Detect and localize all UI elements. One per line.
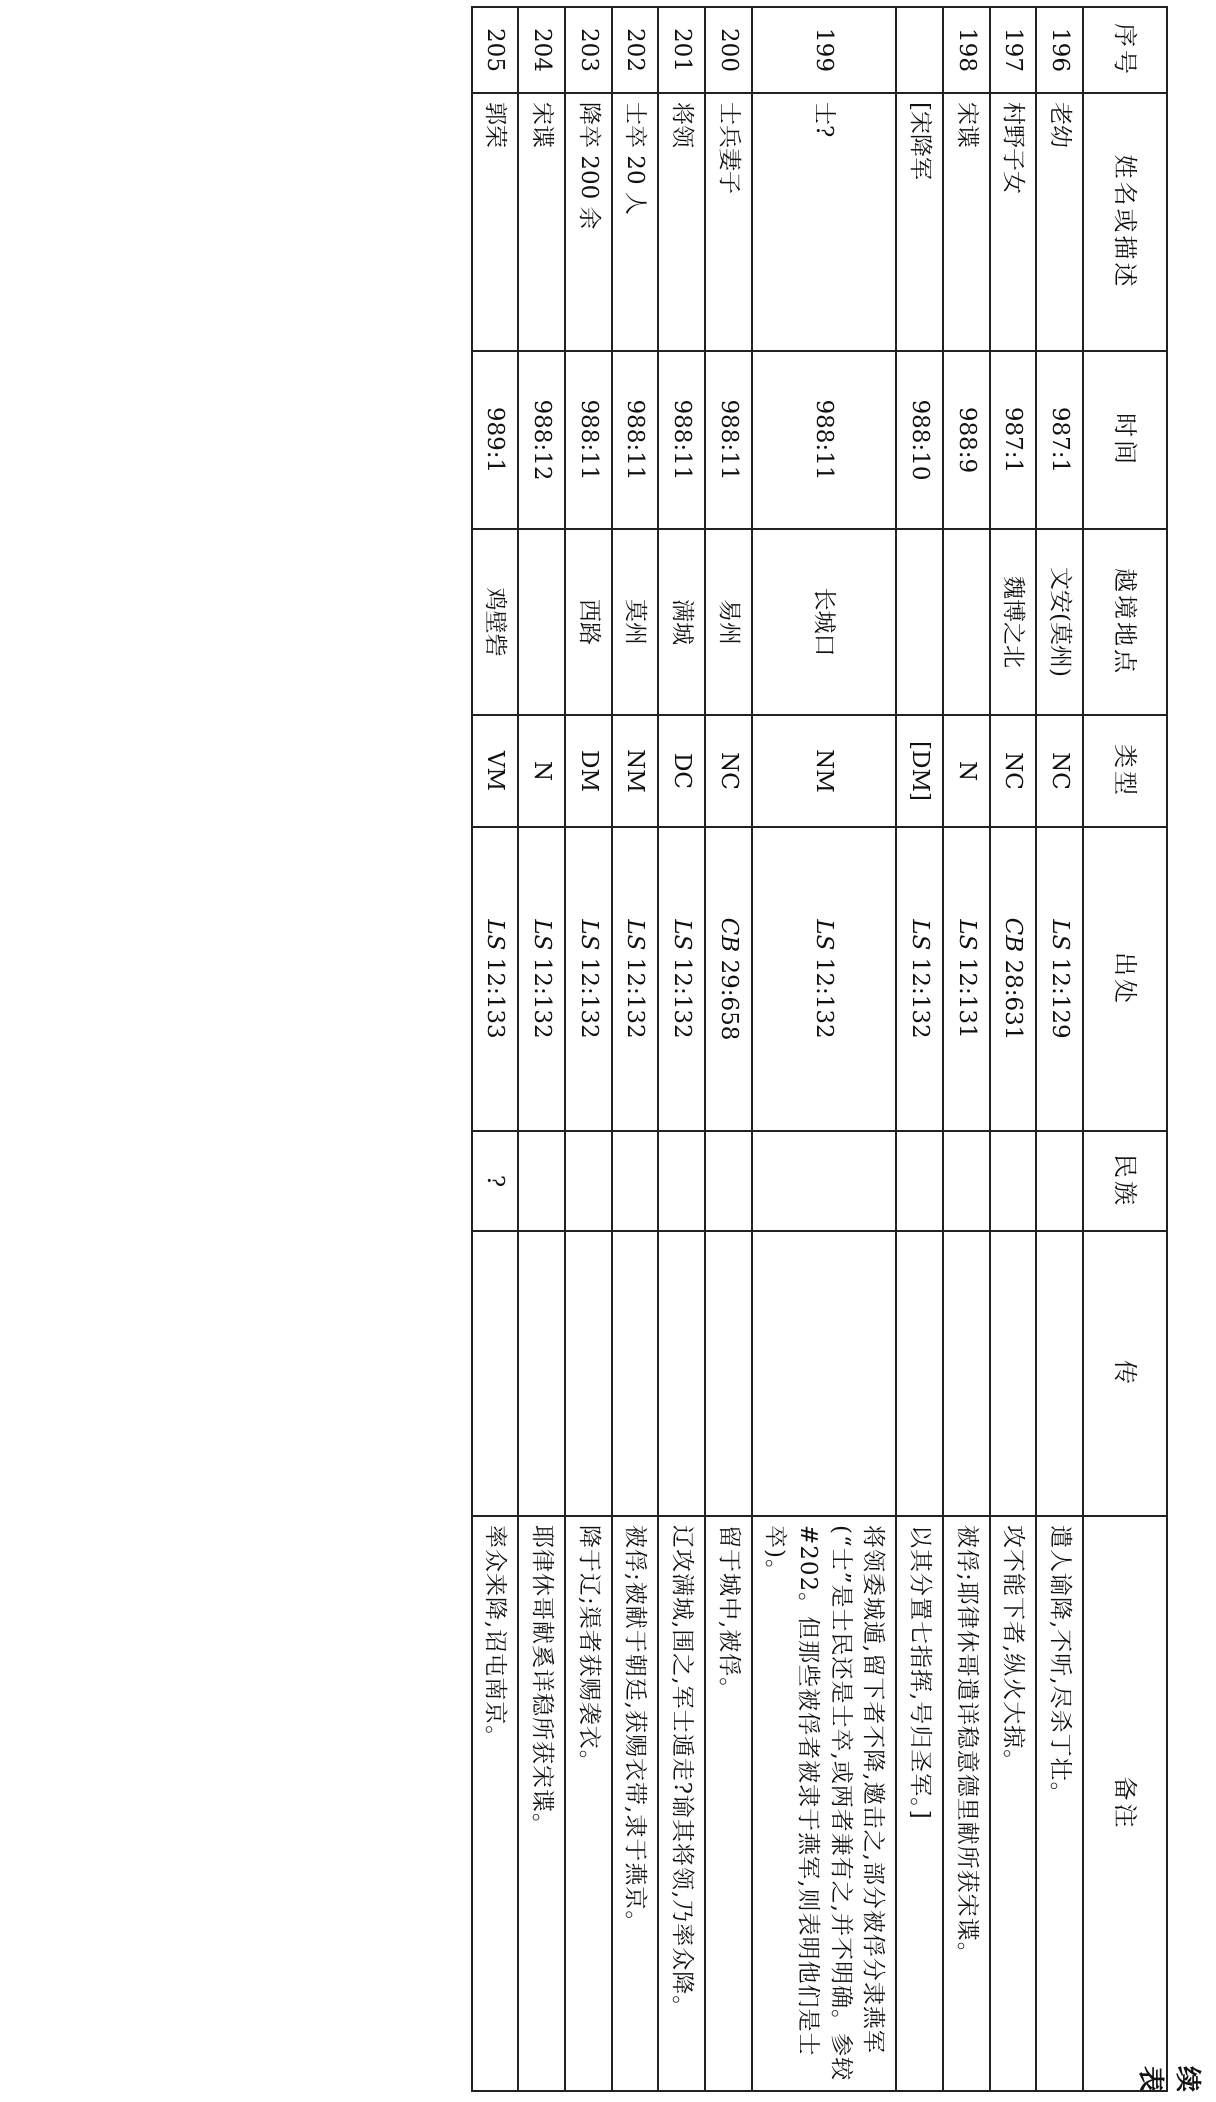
header-biography: 传: [1083, 1231, 1167, 1516]
source-book: LS: [1047, 919, 1073, 951]
header-row: [1083, 7, 1167, 2091]
biography-cell: [990, 1231, 1037, 1516]
biography-cell: [943, 1231, 990, 1516]
notes-cell: 被俘;耶律休哥遣详稳意德里献所获宋谍。: [943, 1516, 990, 2091]
row-number-cell: 198: [943, 7, 990, 93]
table-row: [1036, 7, 1083, 2091]
type-cell: NM: [752, 715, 897, 827]
time-cell: 989:1: [472, 351, 519, 529]
source-reference: 12:132: [529, 957, 556, 1039]
time-cell: 988:9: [943, 351, 990, 529]
time-cell: 988:10: [896, 351, 943, 529]
source-cell: [612, 827, 659, 1131]
biography-cell: [472, 1231, 519, 1516]
table-row: [990, 7, 1037, 2091]
type-cell: NC: [990, 715, 1037, 827]
table-row: [612, 7, 659, 2091]
time-cell: 988:11: [565, 351, 612, 529]
ethnicity-cell: [752, 1131, 897, 1231]
name-description-cell: 士?: [752, 93, 897, 351]
header-source: 出处: [1083, 827, 1167, 1131]
ethnicity-cell: [518, 1131, 565, 1231]
header-no: 序号: [1083, 7, 1167, 93]
source-reference: 12:133: [482, 957, 509, 1039]
source-cell: [705, 827, 752, 1131]
row-number-cell: 196: [1036, 7, 1083, 93]
source-reference: 12:132: [622, 957, 649, 1039]
notes-cell: 留于城中,被俘。: [705, 1516, 752, 2091]
name-description-cell: 将领: [658, 93, 705, 351]
time-cell: 988:11: [612, 351, 659, 529]
type-cell: NC: [705, 715, 752, 827]
notes-cell: 耶律休哥献奚详稳所获宋谍。: [518, 1516, 565, 2091]
source-cell: [943, 827, 990, 1131]
name-description-cell: 老幼: [1036, 93, 1083, 351]
name-description-cell: 士兵妻子: [705, 93, 752, 351]
name-description-cell: 郭荣: [472, 93, 519, 351]
source-reference: 12:132: [669, 957, 696, 1039]
ethnicity-cell: [612, 1131, 659, 1231]
source-cell: [896, 827, 943, 1131]
table-row: [705, 7, 752, 2091]
name-description-cell: [宋降军: [896, 93, 943, 351]
crossing-place-cell: 易州: [705, 529, 752, 715]
biography-cell: [612, 1231, 659, 1516]
source-book: LS: [953, 919, 980, 951]
type-cell: [DM]: [896, 715, 943, 827]
row-number-cell: 197: [990, 7, 1037, 93]
biography-cell: [705, 1231, 752, 1516]
type-cell: VM: [472, 715, 519, 827]
type-cell: NC: [1036, 715, 1083, 827]
source-reference: 28:631: [1000, 959, 1027, 1041]
biography-cell: [518, 1231, 565, 1516]
time-cell: 987:1: [990, 351, 1037, 529]
header-type: 类型: [1083, 715, 1167, 827]
ethnicity-cell: [565, 1131, 612, 1231]
row-number-cell: 199: [752, 7, 897, 93]
source-cell: [472, 827, 519, 1131]
crossing-place-cell: [943, 529, 990, 715]
header-time: 时间: [1083, 351, 1167, 529]
name-description-cell: 降卒 200 余: [565, 93, 612, 351]
name-description-cell: 宋谍: [943, 93, 990, 351]
notes-cell: 降于辽;渠者获赐袭衣。: [565, 1516, 612, 2091]
biography-cell: [565, 1231, 612, 1516]
ethnicity-cell: [990, 1131, 1037, 1231]
crossing-place-cell: 西路: [565, 529, 612, 715]
row-number-cell: 204: [518, 7, 565, 93]
notes-cell: 率众来降,诏屯南京。: [472, 1516, 519, 2091]
name-description-cell: 宋谍: [518, 93, 565, 351]
type-cell: DC: [658, 715, 705, 827]
source-reference: 12:132: [811, 957, 838, 1039]
table-row: [943, 7, 990, 2091]
row-number-cell: 200: [705, 7, 752, 93]
source-cell: [565, 827, 612, 1131]
source-book: CB: [715, 917, 742, 953]
type-cell: N: [943, 715, 990, 827]
source-book: LS: [622, 919, 649, 951]
ethnicity-cell: [896, 1131, 943, 1231]
notes-cell: 被俘;被献于朝廷,获赐衣带,隶于燕京。: [612, 1516, 659, 2091]
crossing-place-cell: [896, 529, 943, 715]
notes-cell: 以其分置七指挥,号归圣军。]: [896, 1516, 943, 2091]
data-table: [471, 6, 1168, 2092]
time-cell: 988:11: [705, 351, 752, 529]
header-place: 越境地点: [1083, 529, 1167, 715]
time-cell: 988:12: [518, 351, 565, 529]
crossing-place-cell: [518, 529, 565, 715]
source-reference: 12:132: [575, 957, 602, 1039]
source-cell: [752, 827, 897, 1131]
notes-cell: 遣人谕降,不听,尽杀丁壮。: [1036, 1516, 1083, 2091]
source-book: LS: [907, 919, 934, 951]
notes-cell: 辽攻满城,围之,军士遁走?谕其将领,乃率众降。: [658, 1516, 705, 2091]
row-number-cell: [896, 7, 943, 93]
biography-cell: [1036, 1231, 1083, 1516]
ethnicity-cell: ?: [472, 1131, 519, 1231]
type-cell: NM: [612, 715, 659, 827]
row-number-cell: 201: [658, 7, 705, 93]
crossing-place-cell: 莫州: [612, 529, 659, 715]
notes-cell: 攻不能下者,纵火大掠。: [990, 1516, 1037, 2091]
row-number-cell: 203: [565, 7, 612, 93]
source-reference: 29:658: [715, 959, 742, 1041]
row-number-cell: 202: [612, 7, 659, 93]
crossing-place-cell: 魏博之北: [990, 529, 1037, 715]
crossing-place-cell: 满城: [658, 529, 705, 715]
table-row: [472, 7, 519, 2091]
ethnicity-cell: [1036, 1131, 1083, 1231]
name-description-cell: 士卒 20 人: [612, 93, 659, 351]
source-book: LS: [669, 919, 696, 951]
ethnicity-cell: [658, 1131, 705, 1231]
ethnicity-cell: [705, 1131, 752, 1231]
biography-cell: [658, 1231, 705, 1516]
source-cell: [1036, 827, 1083, 1131]
source-book: LS: [811, 919, 838, 951]
table-row: [896, 7, 943, 2091]
source-cell: [658, 827, 705, 1131]
biography-cell: [896, 1231, 943, 1516]
ethnicity-cell: [943, 1131, 990, 1231]
source-book: LS: [575, 919, 602, 951]
source-reference: 12:132: [907, 957, 934, 1039]
source-reference: 12:131: [953, 957, 980, 1039]
source-cell: [518, 827, 565, 1131]
time-cell: 988:11: [752, 351, 897, 529]
biography-cell: [752, 1231, 897, 1516]
crossing-place-cell: 长城口: [752, 529, 897, 715]
source-reference: 12:129: [1047, 957, 1073, 1039]
type-cell: DM: [565, 715, 612, 827]
header-notes: 备注: [1083, 1516, 1167, 2091]
table-row: [518, 7, 565, 2091]
header-name: 姓名或描述: [1083, 93, 1167, 351]
time-cell: 988:11: [658, 351, 705, 529]
table-row: [565, 7, 612, 2091]
time-cell: 987:1: [1036, 351, 1083, 529]
source-book: CB: [1000, 917, 1027, 953]
table-row: [752, 7, 897, 2091]
source-book: LS: [529, 919, 556, 951]
source-cell: [990, 827, 1037, 1131]
crossing-place-cell: 鸡壁砦: [472, 529, 519, 715]
header-ethnicity: 民族: [1083, 1131, 1167, 1231]
source-book: LS: [482, 919, 509, 951]
type-cell: N: [518, 715, 565, 827]
row-number-cell: 205: [472, 7, 519, 93]
table-body: [472, 7, 1083, 2091]
crossing-place-cell: 文安(莫州): [1036, 529, 1083, 715]
continued-table-label: 续 表: [1135, 2065, 1202, 2102]
name-description-cell: 村野子女: [990, 93, 1037, 351]
notes-cell: 将领委城遁,留下者不降,邀击之,部分被俘分隶燕军(“士”是士民还是士卒,或两者兼有之,并不明确。参较#202。但那些被俘者被隶于燕军,则表明他们是士卒)。: [752, 1516, 897, 2091]
table-row: [658, 7, 705, 2091]
